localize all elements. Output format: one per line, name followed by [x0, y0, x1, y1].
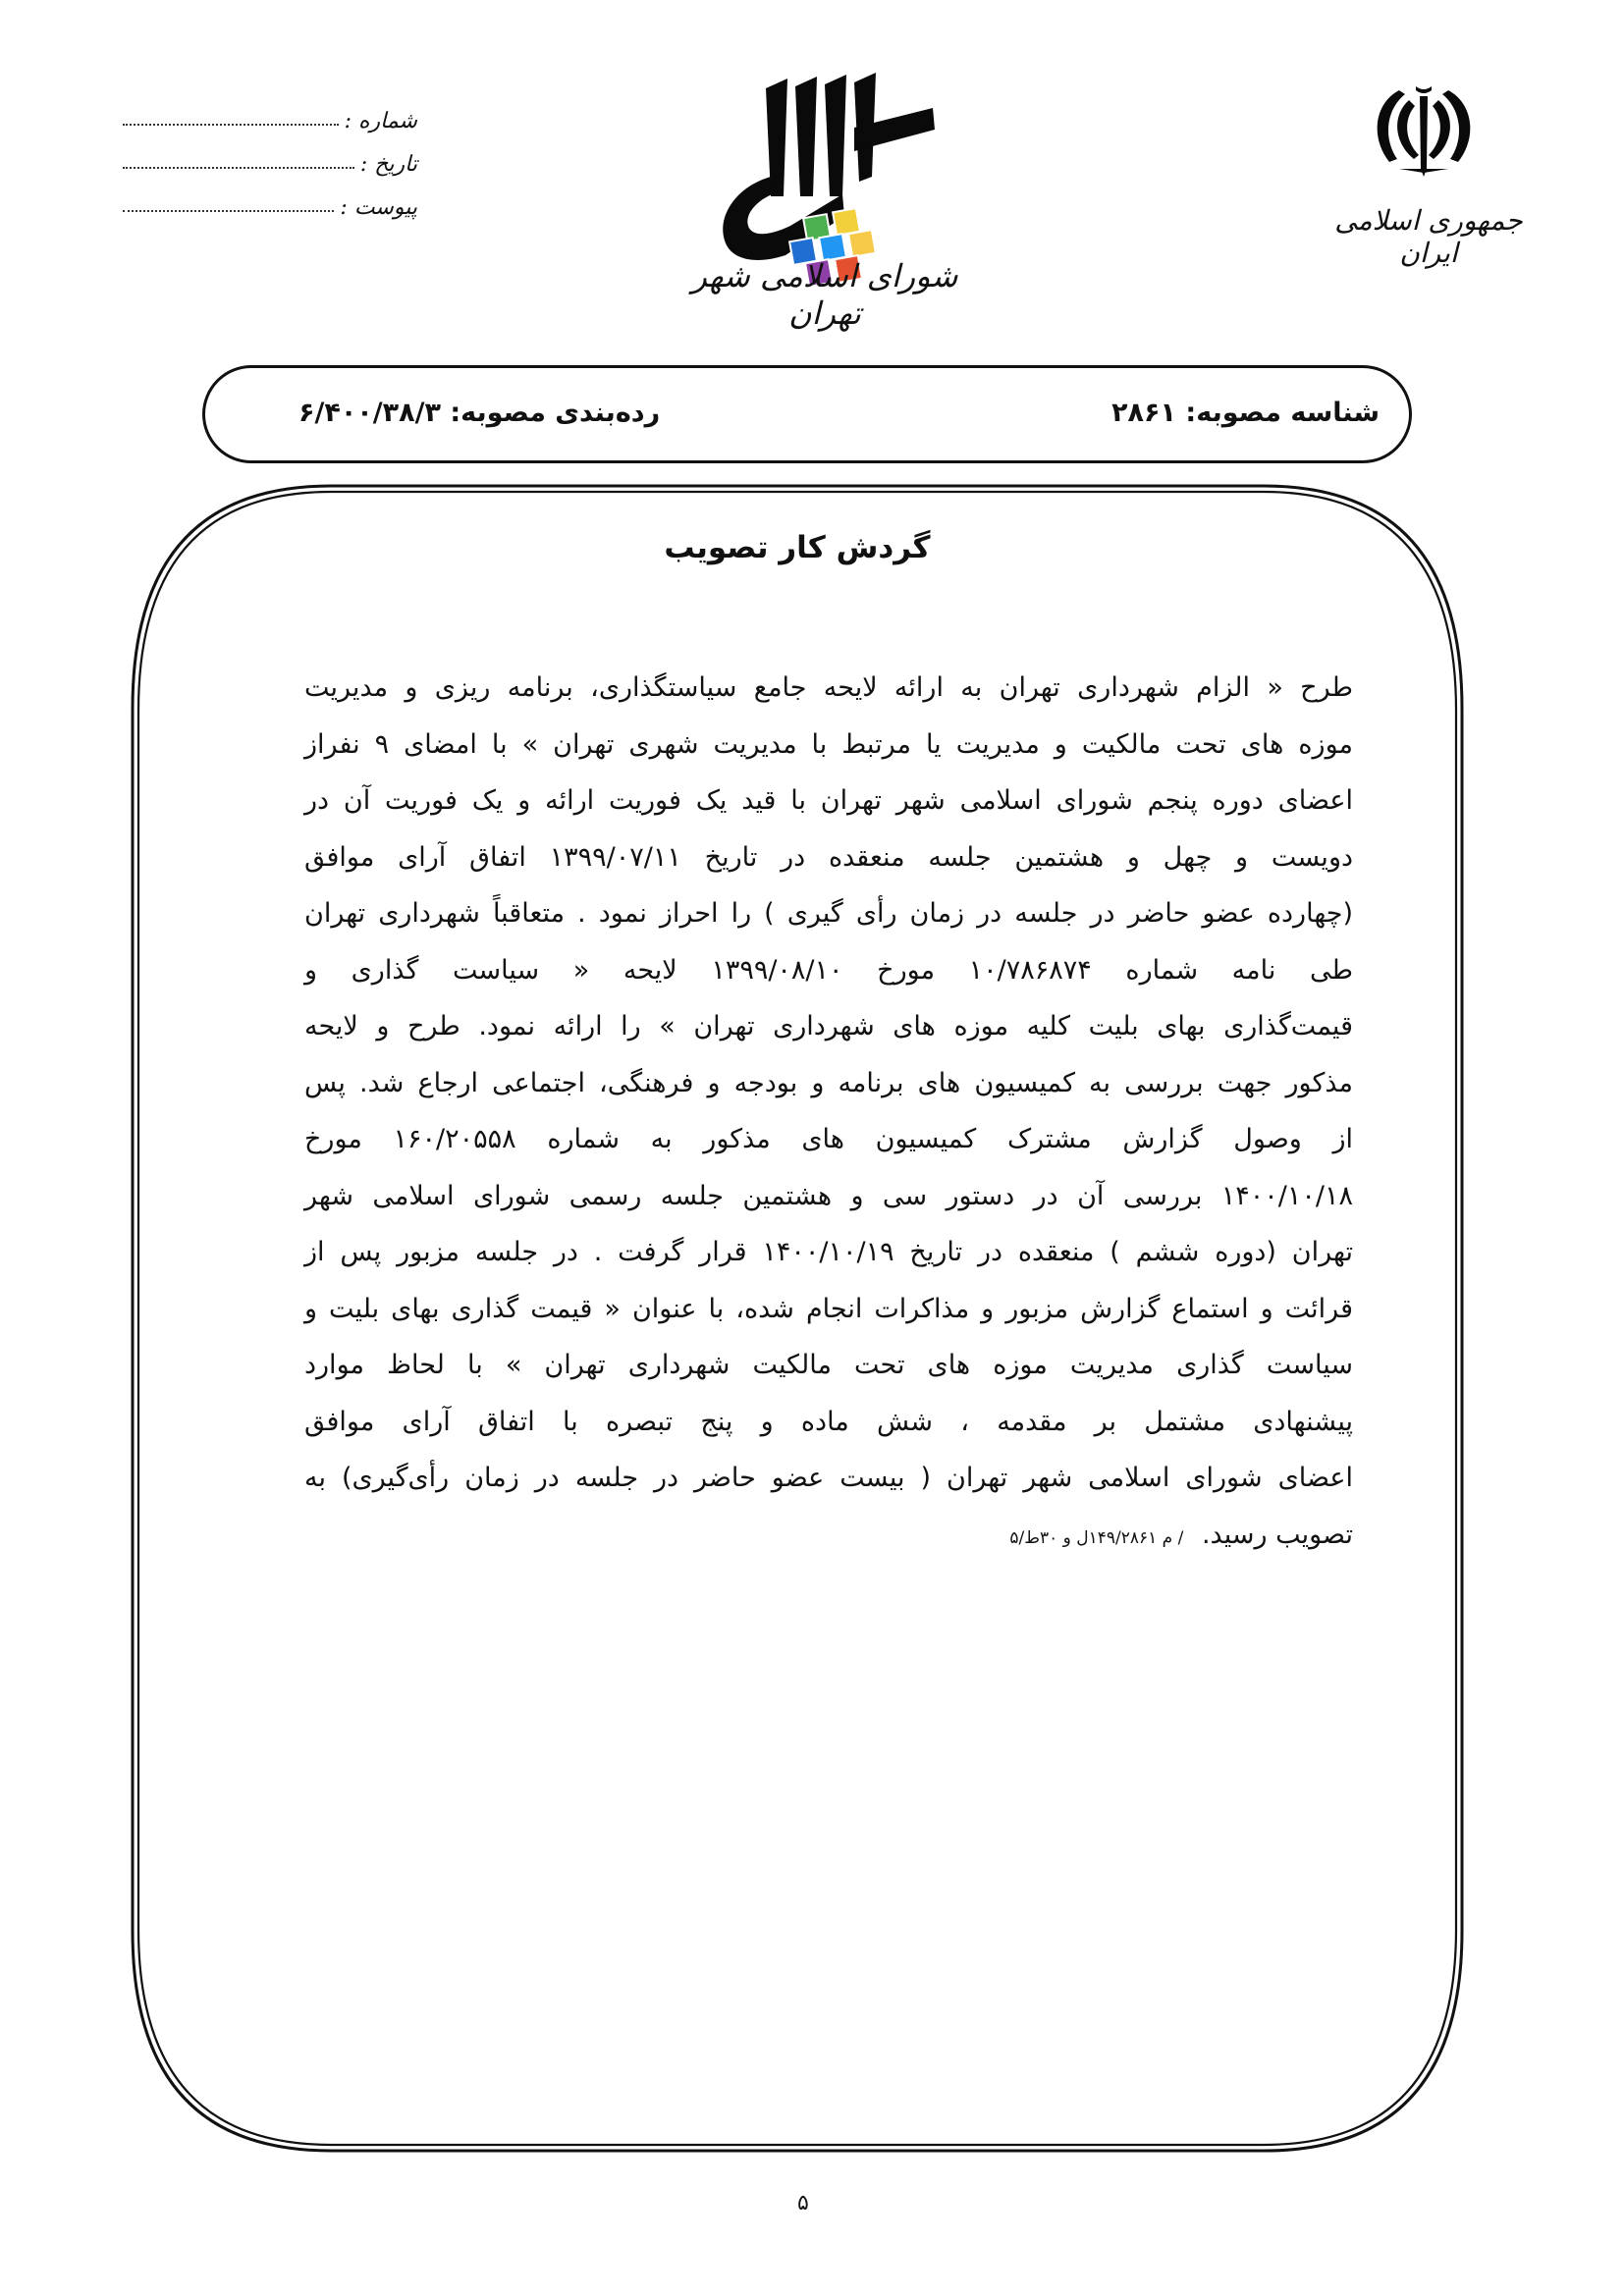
reference-note: / م ۱۴۹/۲۸۶۱ل و ۳۰ط/۵ [1009, 1527, 1184, 1548]
section-title: گردش کار تصویب [664, 530, 931, 565]
logo-square [848, 230, 876, 257]
closing-line [304, 1507, 1353, 1564]
body-line: طرح « الزام شهرداری تهران به ارائه لایحه جامع سیاستگذاری، برنامه ریزی و مدیریت [304, 672, 1353, 703]
body-line: دویست و چهل و هشتمین جلسه منعقده در تاریخ ۱۳۹۹/۰۷/۱۱ اتفاق آرای موافق [304, 841, 1354, 873]
resolution-id: شناسه مصوبه: ۲۸۶۱ [1111, 398, 1380, 428]
attachment-dotted-line [123, 196, 334, 212]
body-line: قرائت و استماع گزارش مزبور و مذاکرات انجام شده، با عنوان « قیمت گذاری بهای بلیت و [304, 1293, 1353, 1324]
body-line: اعضای شورای اسلامی شهر تهران ( بیست عضو حاضر در جلسه در زمان رأی‌گیری) به [304, 1463, 1353, 1493]
body-line: از وصول گزارش مشترک کمیسیون های مذکور به شماره ۱۶۰/۲۰۵۵۸ مورخ [304, 1124, 1353, 1154]
body-line: طی نامه شماره ۱۰/۷۸۶۸۷۴ مورخ ۱۳۹۹/۰۸/۱۰ لایحه « سیاست گذاری و [304, 954, 1353, 986]
attachment-label: پیوست : [340, 195, 417, 220]
resolution-classification: رده‌بندی مصوبه: ۶/۴۰۰/۳۸/۳ [298, 398, 661, 428]
body-line: پیشنهادی مشتمل بر مقدمه ، شش ماده و پنج تبصره با اتفاق آرای موافق [304, 1406, 1353, 1437]
page-number: ۵ [797, 2191, 809, 2216]
reference-fields [123, 90, 417, 220]
body-line: مذکور جهت بررسی به کمیسیون های برنامه و بودجه و فرهنگی، اجتماعی ارجاع شد. پس [304, 1067, 1353, 1098]
body-line: اعضای دوره پنجم شورای اسلامی شهر تهران با قید یک فوریت ارائه و یک فوریت آن در [304, 785, 1353, 816]
body-line: سیاست گذاری مدیریت موزه های تحت مالکیت شهرداری تهران » با لحاظ موارد [304, 1350, 1353, 1380]
republic-name: جمهوری اسلامی ایران [1334, 204, 1523, 269]
body-line: قیمت‌گذاری بهای بلیت کلیه موزه های شهرداری تهران » را ارائه نمود. طرح و لایحه [304, 1011, 1353, 1041]
body-line: (چهارده عضو حاضر در جلسه در زمان رأی گیری ) را احراز نمود . متعاقباً شهرداری تهران [304, 898, 1353, 929]
date-field [123, 133, 417, 177]
date-dotted-line [123, 153, 354, 169]
attachment-field [123, 177, 417, 220]
number-label: شماره : [344, 109, 417, 133]
date-label: تاریخ : [359, 152, 417, 177]
approval-workflow-frame [130, 483, 1465, 2154]
body-line: تهران (دوره ششم ) منعقده در تاریخ ۱۴۰۰/۱۰/۱۹ قرار گرفت . در جلسه مزبور پس از [304, 1237, 1353, 1267]
number-dotted-line [123, 110, 339, 126]
resolution-meta-band [202, 365, 1412, 463]
council-name: شورای اسلامی شهر تهران [691, 257, 958, 332]
approval-workflow-text [304, 660, 1353, 1563]
number-field [123, 90, 417, 133]
closing-text: تصویب رسید. [1201, 1519, 1353, 1550]
logo-square [833, 208, 860, 236]
body-line: موزه های تحت مالکیت و مدیریت یا مرتبط با مدیریت شهری تهران » با امضای ۹ نفراز [304, 728, 1353, 760]
iran-emblem [1370, 79, 1478, 187]
body-line: ۱۴۰۰/۱۰/۱۸ بررسی آن در دستور سی و هشتمین جلسه رسمی شورای اسلامی شهر [304, 1180, 1353, 1211]
